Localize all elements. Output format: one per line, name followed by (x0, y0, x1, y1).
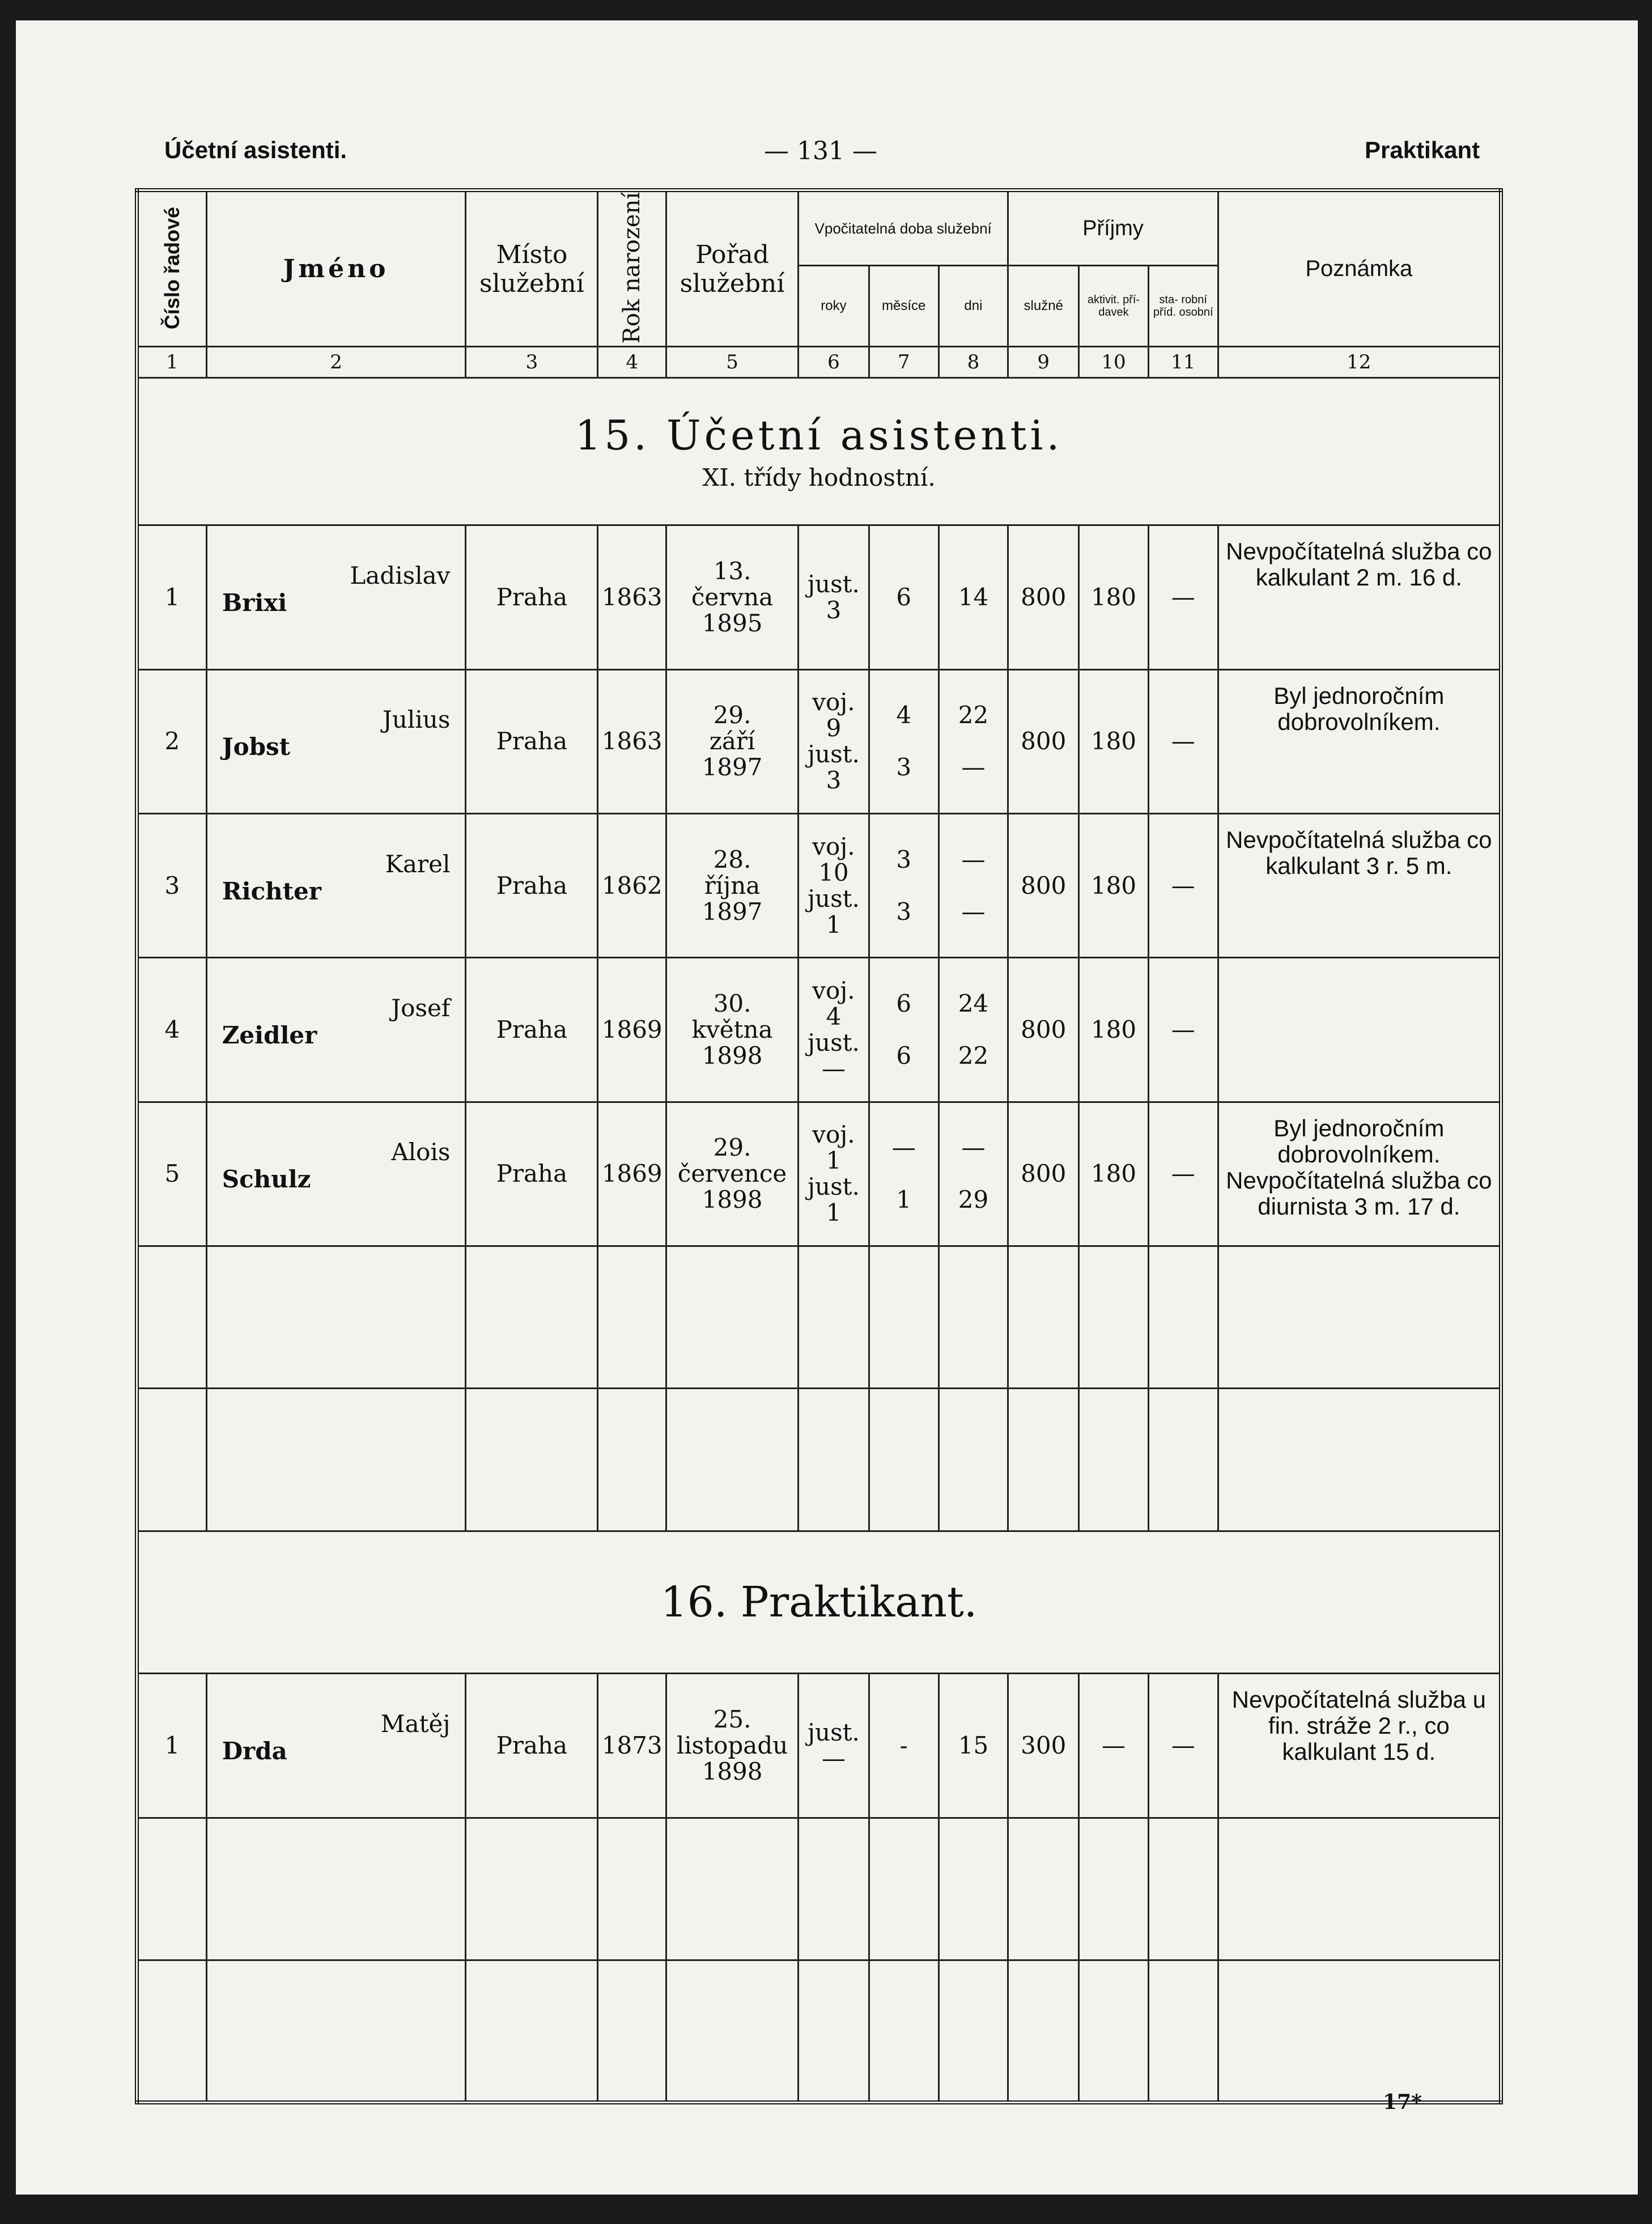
cell-line: — (821, 1744, 846, 1772)
seniority-bonus-cell: — (1148, 814, 1218, 958)
order-cell (666, 1102, 799, 1246)
cell-line: voj. (812, 832, 855, 860)
cell-line: 25. (713, 1705, 751, 1733)
cell-line: 1898 (702, 1757, 763, 1785)
seniority-bonus-cell: — (1148, 1674, 1218, 1818)
register-page (16, 20, 1638, 2195)
table-row (137, 1674, 1501, 1818)
col-header-months: měsíce (869, 266, 938, 347)
name-cell (206, 1102, 466, 1246)
table-row (137, 814, 1501, 958)
column-number: 12 (1218, 347, 1501, 378)
row-number: 3 (137, 814, 207, 958)
days-cell (938, 669, 1008, 813)
place-cell: Praha (466, 525, 598, 669)
cell-line: voj. (812, 977, 855, 1005)
months-cell (869, 958, 938, 1102)
col-header-remark: Poznámka (1218, 190, 1501, 347)
cell-line: 29 (958, 1186, 989, 1214)
cell-line: — (961, 1134, 986, 1162)
col-header-name: Jméno (206, 190, 466, 347)
cell-line: 29. (713, 701, 751, 729)
section-title: Účetní asistenti. (666, 411, 1063, 460)
column-number: 8 (938, 347, 1008, 378)
place-cell: Praha (466, 958, 598, 1102)
cell-line: 4 (896, 701, 912, 729)
cell-line: voj. (812, 688, 855, 716)
remark-cell: Nevpočítatelná služba co kalkulant 3 r. 5 m. (1218, 814, 1501, 958)
col-header-number: Číslo řadové (137, 190, 207, 347)
cell-line: 3 (896, 897, 912, 926)
cell-line: 6 (896, 1042, 912, 1070)
name-cell (206, 669, 466, 813)
cell-line: září (709, 727, 755, 756)
days-cell (938, 814, 1008, 958)
seniority-bonus-cell: — (1148, 958, 1218, 1102)
row-number: 5 (137, 1102, 207, 1246)
activity-bonus-cell: 180 (1079, 669, 1149, 813)
cell-line: 1895 (702, 609, 763, 637)
activity-bonus-cell: 180 (1079, 814, 1149, 958)
cell-line: 29. (713, 1134, 751, 1162)
surname: Zeidler (222, 1021, 317, 1050)
table-row (137, 958, 1501, 1102)
birth-year-cell: 1873 (598, 1674, 666, 1818)
activity-bonus-cell: — (1079, 1674, 1149, 1818)
activity-bonus-cell: 180 (1079, 525, 1149, 669)
row-number: 4 (137, 958, 207, 1102)
row-number: 1 (137, 525, 207, 669)
cell-line: 22 (958, 1042, 989, 1070)
column-header-row (137, 190, 1501, 266)
cell-line: — (961, 753, 986, 782)
cell-line: just. (808, 570, 860, 598)
table-row (137, 669, 1501, 813)
salary-cell: 300 (1008, 1674, 1079, 1818)
months-cell (869, 525, 938, 669)
given-name: Matěj (380, 1709, 451, 1738)
col-header-activity-bonus: aktivit. pří- davek (1079, 266, 1149, 347)
cell-line: 1898 (702, 1186, 763, 1214)
column-number: 10 (1079, 347, 1149, 378)
salary-cell: 800 (1008, 1102, 1079, 1246)
cell-line: 1897 (702, 897, 763, 926)
seniority-bonus-cell: — (1148, 525, 1218, 669)
cell-line: 1897 (702, 753, 763, 782)
remark-cell: Byl jednoročním dobrovolníkem. Nevpočítatelná služba co diurnista 3 m. 17 d. (1218, 1102, 1501, 1246)
running-header-left: Účetní asistenti. (164, 137, 347, 163)
birth-year-cell: 1869 (598, 1102, 666, 1246)
col-header-seniority-bonus: sta- robní příd. osobní (1148, 266, 1218, 347)
months-cell (869, 1102, 938, 1246)
years-cell (799, 958, 869, 1102)
col-header-service-group: Vpočitatelná doba služební (799, 190, 1008, 266)
seniority-bonus-cell: — (1148, 1102, 1218, 1246)
section-16-heading (137, 1531, 1501, 1673)
col-header-income-group: Příjmy (1008, 190, 1218, 266)
cell-line: voj. (812, 1121, 855, 1149)
column-number-row (137, 347, 1501, 378)
row-number: 2 (137, 669, 207, 813)
cell-line: 3 (896, 845, 912, 873)
cell-line: just. (808, 1718, 860, 1746)
column-number: 1 (137, 347, 207, 378)
cell-line: 13. (713, 557, 751, 585)
empty-row (137, 1960, 1501, 2102)
cell-line: just. (808, 884, 860, 912)
order-cell (666, 1674, 799, 1818)
months-cell (869, 814, 938, 958)
given-name: Ladislav (350, 561, 451, 589)
name-cell (206, 958, 466, 1102)
cell-line: 3 (826, 766, 842, 795)
running-header-right: Praktikant (1365, 137, 1480, 163)
activity-bonus-cell: 180 (1079, 1102, 1149, 1246)
cell-line: 22 (958, 701, 989, 729)
cell-line: just. (808, 1029, 860, 1057)
remark-cell: Nevpočítatelná služba u fin. stráže 2 r., co kalkulant 15 d. (1218, 1674, 1501, 1818)
column-number: 3 (466, 347, 598, 378)
cell-line: — (961, 845, 986, 873)
cell-line: listopadu (676, 1731, 788, 1759)
remark-cell: Byl jednoročním dobrovolníkem. (1218, 669, 1501, 813)
name-cell (206, 525, 466, 669)
birth-year-cell: 1863 (598, 525, 666, 669)
section-number: 16. (660, 1578, 728, 1627)
cell-line: 28. (713, 845, 751, 873)
cell-line: 4 (826, 1003, 842, 1031)
col-header-salary: služné (1008, 266, 1079, 347)
order-cell (666, 814, 799, 958)
cell-line: 30. (713, 990, 751, 1018)
name-cell (206, 1674, 466, 1818)
cell-line: června (691, 583, 774, 611)
birth-year-cell: 1863 (598, 669, 666, 813)
given-name: Karel (385, 850, 451, 878)
surname: Jobst (222, 733, 291, 761)
remark-cell: Nevpočítatelná služba co kalkulant 2 m. 16 d. (1218, 525, 1501, 669)
order-cell (666, 669, 799, 813)
place-cell: Praha (466, 814, 598, 958)
years-cell (799, 1674, 869, 1818)
activity-bonus-cell: 180 (1079, 958, 1149, 1102)
cell-line: — (961, 897, 986, 926)
col-header-place: Místo služební (466, 190, 598, 347)
cell-line: 24 (958, 990, 989, 1018)
col-header-years: roky (799, 266, 869, 347)
column-number: 7 (869, 347, 938, 378)
cell-line: 1 (896, 1186, 912, 1214)
months-cell (869, 1674, 938, 1818)
salary-cell: 800 (1008, 958, 1079, 1102)
cell-line: just. (808, 740, 860, 769)
given-name: Josef (391, 994, 451, 1022)
page-number: — 131 — (764, 137, 877, 165)
section-title: Praktikant. (740, 1578, 978, 1627)
cell-line: - (899, 1731, 908, 1759)
table-row (137, 525, 1501, 669)
cell-line: 1 (826, 910, 842, 939)
years-cell (799, 1102, 869, 1246)
cell-line: 10 (818, 858, 849, 886)
surname: Drda (222, 1737, 287, 1765)
cell-line: července (677, 1160, 787, 1188)
empty-row (137, 1389, 1501, 1531)
order-cell (666, 525, 799, 669)
section-subtitle: XI. třídy hodnostní. (702, 464, 936, 492)
cell-line: — (891, 1134, 916, 1162)
empty-row (137, 1818, 1501, 1960)
days-cell (938, 1674, 1008, 1818)
months-cell (869, 669, 938, 813)
place-cell: Praha (466, 1102, 598, 1246)
empty-row (137, 1246, 1501, 1389)
column-number: 6 (799, 347, 869, 378)
salary-cell: 800 (1008, 525, 1079, 669)
column-number: 5 (666, 347, 799, 378)
cell-line: 6 (896, 990, 912, 1018)
surname: Schulz (222, 1165, 311, 1194)
col-header-days: dni (938, 266, 1008, 347)
column-number: 2 (206, 347, 466, 378)
given-name: Alois (391, 1138, 451, 1166)
column-number: 9 (1008, 347, 1079, 378)
section-15-heading (137, 378, 1501, 525)
cell-line: 3 (896, 753, 912, 782)
years-cell (799, 814, 869, 958)
place-cell: Praha (466, 1674, 598, 1818)
cell-line: 3 (826, 596, 842, 624)
days-cell (938, 525, 1008, 669)
cell-line: 1 (826, 1147, 842, 1175)
years-cell (799, 669, 869, 813)
cell-line: just. (808, 1173, 860, 1201)
days-cell (938, 958, 1008, 1102)
salary-cell: 800 (1008, 814, 1079, 958)
col-header-order: Pořad služební (666, 190, 799, 347)
row-number: 1 (137, 1674, 207, 1818)
years-cell (799, 525, 869, 669)
cell-line: května (691, 1016, 773, 1044)
cell-line: 9 (826, 714, 842, 742)
seniority-bonus-cell: — (1148, 669, 1218, 813)
cell-line: 1 (826, 1199, 842, 1227)
column-number: 11 (1148, 347, 1218, 378)
staff-register-table (135, 188, 1503, 2104)
salary-cell: 800 (1008, 669, 1079, 813)
cell-line: října (704, 871, 761, 899)
signature-mark: 17* (1383, 2090, 1422, 2114)
cell-line: 6 (896, 583, 912, 611)
section-number: 15. (575, 411, 651, 460)
days-cell (938, 1102, 1008, 1246)
cell-line: 1898 (702, 1042, 763, 1070)
name-cell (206, 814, 466, 958)
order-cell (666, 958, 799, 1102)
col-header-birth-year: Rok narození (598, 190, 666, 347)
birth-year-cell: 1862 (598, 814, 666, 958)
given-name: Julius (383, 706, 451, 734)
column-number: 4 (598, 347, 666, 378)
place-cell: Praha (466, 669, 598, 813)
surname: Brixi (222, 588, 287, 617)
surname: Richter (222, 877, 321, 905)
cell-line: 14 (958, 583, 989, 611)
birth-year-cell: 1869 (598, 958, 666, 1102)
table-row (137, 1102, 1501, 1246)
cell-line: — (821, 1055, 846, 1083)
cell-line: 15 (958, 1731, 989, 1759)
remark-cell (1218, 958, 1501, 1102)
